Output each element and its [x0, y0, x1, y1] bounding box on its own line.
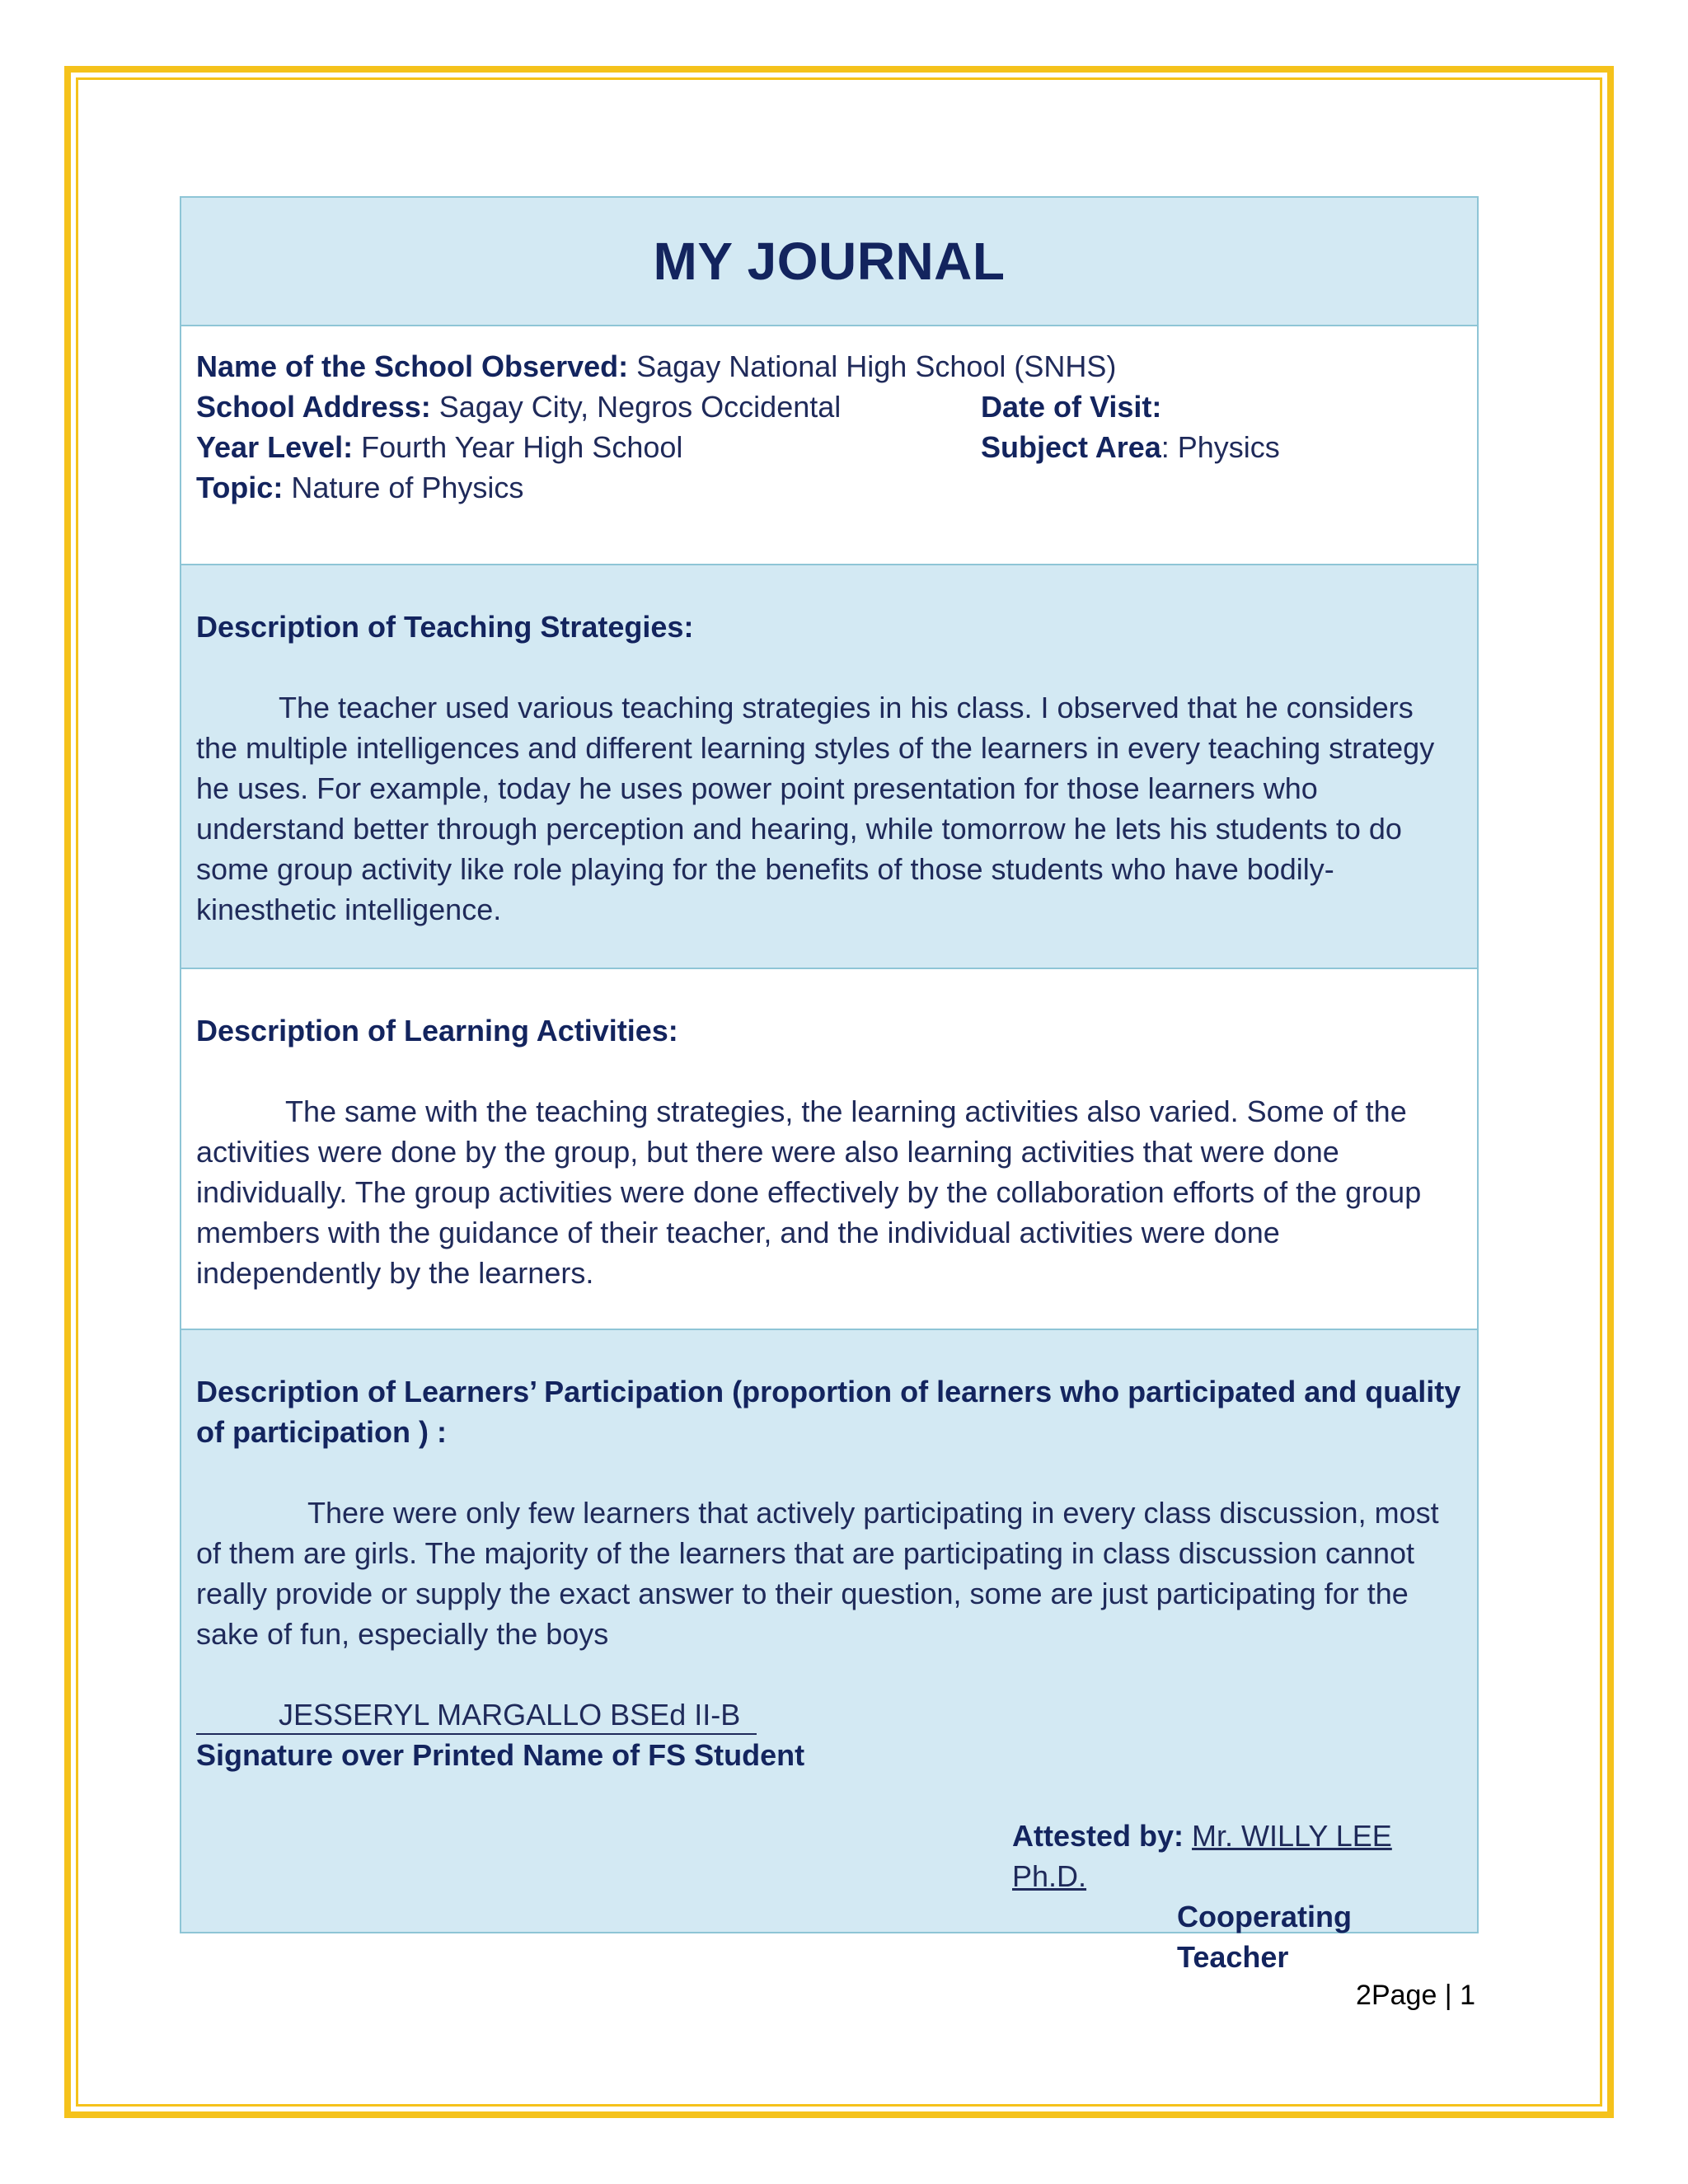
address-line — [196, 387, 1462, 427]
participation-heading: Description of Learners’ Participation (proportion of learners who participated and quality of participation ) : — [196, 1375, 1461, 1449]
year-line — [196, 427, 1462, 467]
attested-name: Mr. WILLY LEE Ph.D. — [1012, 1819, 1392, 1893]
teaching-body: The teacher used various teaching strategies in his class. I observed that he considers the multiple intelligences and different learning styles of the learners in every teaching strategy he uses. For example, today he uses power point presentation for those learners who understand better through perception and hearing, while tomorrow he lets his students to do some group activity like role playing for the benefits of those students who have bodily-kinesthetic intelligence. — [196, 691, 1435, 926]
student-signature-block — [196, 1694, 1462, 1775]
attestation-line — [196, 1816, 1462, 1896]
attested-role: Cooperating Teacher — [1177, 1900, 1352, 1974]
school-field — [196, 346, 1116, 387]
topic-label: Topic: — [196, 471, 284, 504]
subject-value: : Physics — [1160, 430, 1280, 464]
title-row — [181, 198, 1477, 326]
student-name: JESSERYL MARGALLO BSEd II-B — [196, 1697, 757, 1735]
participation-section — [181, 1330, 1477, 1974]
year-field — [196, 427, 981, 467]
date-field — [981, 387, 1462, 427]
date-label: Date of Visit: — [981, 390, 1162, 424]
school-line — [196, 346, 1462, 387]
topic-line — [196, 467, 1462, 508]
topic-field — [196, 467, 523, 508]
learning-body: The same with the teaching strategies, the learning activities also varied. Some of the activities were done by the group, but there were also learning activities that were done individually. The group activities were done effectively by the collaboration efforts of the group members with the guidance of their teacher, and the individual activities were done independently by the learners. — [196, 1094, 1422, 1290]
subject-label: Subject Area — [981, 430, 1161, 464]
year-value: Fourth Year High School — [353, 430, 683, 464]
attested-label: Attested by: — [1012, 1819, 1184, 1853]
page-number: 2Page | 1 — [1356, 1980, 1475, 2011]
page-title: MY JOURNAL — [653, 231, 1006, 291]
address-label: School Address: — [196, 390, 431, 424]
teaching-heading: Description of Teaching Strategies: — [196, 610, 694, 644]
address-value: Sagay City, Negros Occidental — [430, 390, 842, 424]
student-caption: Signature over Printed Name of FS Student — [196, 1738, 805, 1772]
learning-activities-section — [181, 969, 1477, 1330]
school-label: Name of the School Observed: — [196, 349, 629, 383]
school-value: Sagay National High School (SNHS) — [628, 349, 1117, 383]
school-info — [181, 326, 1477, 565]
address-field — [196, 387, 981, 427]
year-label: Year Level: — [196, 430, 354, 464]
subject-field — [981, 427, 1462, 467]
participation-body: There were only few learners that actively participating in every class discussion, most of them are girls. The majority of the learners that are participating in class discussion cannot really provide or supply the exact answer to their question, some are just participating for the sake of fun, especially the boys — [196, 1496, 1439, 1651]
learning-heading: Description of Learning Activities: — [196, 1014, 678, 1047]
topic-value: Nature of Physics — [283, 471, 524, 504]
journal-table — [180, 196, 1479, 1974]
teaching-strategies-section — [181, 565, 1477, 969]
